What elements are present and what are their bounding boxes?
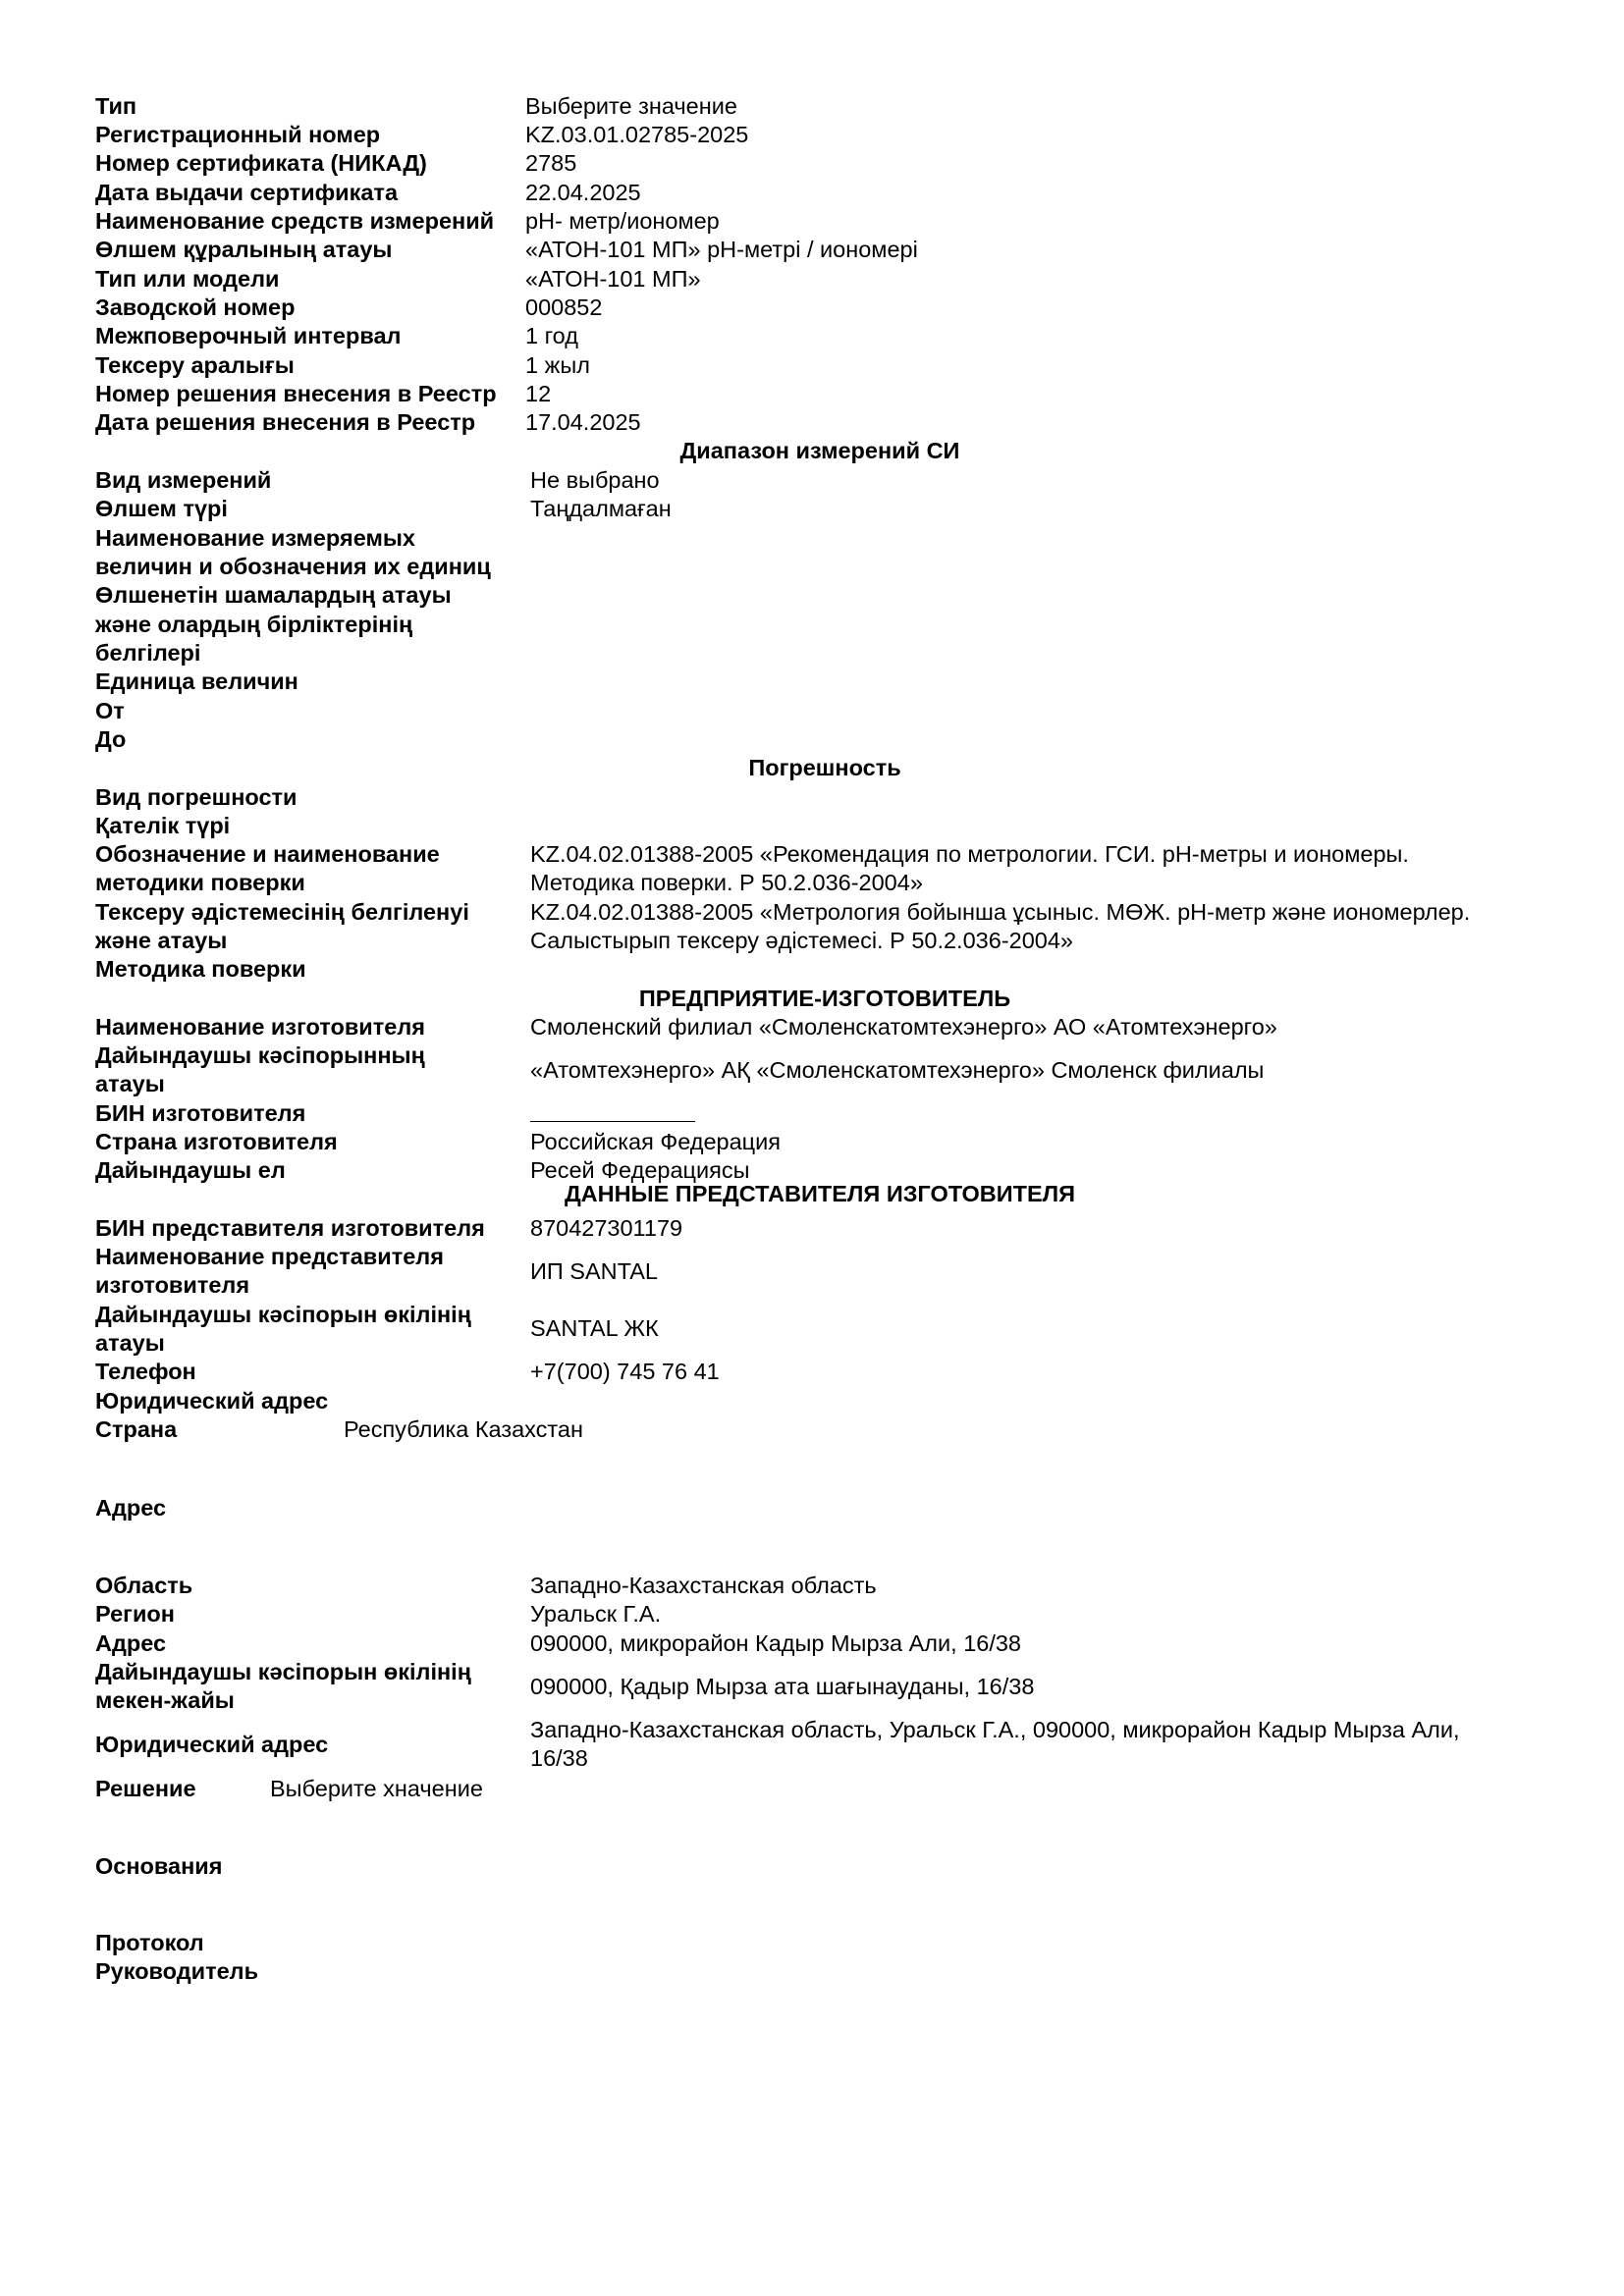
cert-date-value: 22.04.2025 xyxy=(525,180,641,205)
quantities-kz-label-line1: Өлшенетін шамалардың атауы xyxy=(95,582,452,608)
type-value: Выберите значение xyxy=(525,93,737,119)
phone-value: +7(700) 745 76 41 xyxy=(530,1359,720,1384)
address-kz-value: 090000, Қадыр Мырза ата шағынауданы, 16/38 xyxy=(530,1674,1035,1699)
decision-date-label: Дата решения внесения в Реестр xyxy=(95,409,476,435)
representative-name-kz-label-line2: атауы xyxy=(95,1330,165,1356)
oblast-value: Западно-Казахстанская область xyxy=(530,1573,877,1598)
manufacturer-country-kz-value: Ресей Федерациясы xyxy=(530,1157,750,1183)
method-ru-value-line1: KZ.04.02.01388-2005 «Рекомендация по метрологии. ГСИ. pH-метры и иономеры. xyxy=(530,841,1409,867)
interval-kz-label: Тексеру аралығы xyxy=(95,352,295,378)
address-ru-label: Адрес xyxy=(95,1630,167,1656)
phone-label: Телефон xyxy=(95,1359,196,1384)
interval-ru-value: 1 год xyxy=(525,323,578,348)
address-ru-value: 090000, микрорайон Кадыр Мырза Али, 16/38 xyxy=(530,1630,1022,1656)
representative-name-ru-label-line2: изготовителя xyxy=(95,1272,250,1298)
manufacturer-name-ru-value: Смоленский филиал «Смоленскатомтехэнерго» АО «Атомтехэнерго» xyxy=(530,1014,1277,1040)
quantities-ru-label-line1: Наименование измеряемых xyxy=(95,525,415,551)
protocol-label: Протокол xyxy=(95,1930,204,1955)
legal-address-value-line1: Западно-Казахстанская область, Уральск Г.А., 090000, микрорайон Кадыр Мырза Али, xyxy=(530,1717,1460,1742)
manufacturer-country-kz-label: Дайындаушы ел xyxy=(95,1157,286,1183)
reg-number-value: KZ.03.01.02785-2025 xyxy=(525,122,749,147)
instrument-name-kz-value: «АТОН-101 МП» pH-метрі / иономері xyxy=(525,237,918,262)
manufacturer-bin-blank xyxy=(530,1099,695,1129)
representative-name-kz-label-line1: Дайындаушы кәсіпорын өкілінің xyxy=(95,1302,471,1327)
quantities-kz-label-line3: белгілері xyxy=(95,640,201,666)
reg-number-label: Регистрационный номер xyxy=(95,122,381,147)
representative-name-kz-value: SANTAL ЖК xyxy=(530,1315,659,1341)
representative-heading: ДАННЫЕ ПРЕДСТАВИТЕЛЯ ИЗГОТОВИТЕЛЯ xyxy=(564,1181,1076,1206)
cert-date-label: Дата выдачи сертификата xyxy=(95,180,399,205)
manufacturer-name-ru-label: Наименование изготовителя xyxy=(95,1014,425,1040)
measurement-kind-ru-label: Вид измерений xyxy=(95,467,272,493)
serial-label: Заводской номер xyxy=(95,294,296,320)
range-from-label: От xyxy=(95,698,125,723)
decision-value: Выберите хначение xyxy=(270,1776,483,1801)
manufacturer-heading: ПРЕДПРИЯТИЕ-ИЗГОТОВИТЕЛЬ xyxy=(638,986,1011,1011)
manufacturer-name-kz-label-line1: Дайындаушы кәсіпорынның xyxy=(95,1042,425,1068)
representative-bin-value: 870427301179 xyxy=(530,1215,683,1241)
manufacturer-name-kz-value: «Атомтехэнерго» АҚ «Смоленскатомтехэнерго» Смоленск филиалы xyxy=(530,1057,1265,1083)
cert-number-value: 2785 xyxy=(525,150,577,176)
interval-ru-label: Межповерочный интервал xyxy=(95,323,402,348)
error-heading: Погрешность xyxy=(748,755,901,780)
country-value: Республика Казахстан xyxy=(344,1416,583,1442)
manufacturer-country-ru-value: Российская Федерация xyxy=(530,1129,781,1154)
oblast-label: Область xyxy=(95,1573,193,1598)
error-kind-ru-label: Вид погрешности xyxy=(95,784,298,810)
model-label: Тип или модели xyxy=(95,266,280,292)
address-kz-label-line1: Дайындаушы кәсіпорын өкілінің xyxy=(95,1659,471,1684)
region-label: Регион xyxy=(95,1601,175,1627)
decision-date-value: 17.04.2025 xyxy=(525,409,641,435)
basis-label: Основания xyxy=(95,1853,223,1879)
method-kz-label-line2: және атауы xyxy=(95,928,228,953)
method-ru-value-line2: Методика поверки. Р 50.2.036-2004» xyxy=(530,870,923,895)
model-value: «АТОН-101 МП» xyxy=(525,266,701,292)
representative-name-ru-label-line1: Наименование представителя xyxy=(95,1244,444,1269)
representative-name-ru-value: ИП SANTAL xyxy=(530,1258,658,1284)
type-label: Тип xyxy=(95,93,137,119)
quantities-ru-label-line2: величин и обозначения их единиц xyxy=(95,554,491,579)
head-label: Руководитель xyxy=(95,1958,259,1984)
range-to-label: До xyxy=(95,726,127,752)
representative-legal-address-label: Юридический адрес xyxy=(95,1388,329,1414)
method-kz-value-line1: KZ.04.02.01388-2005 «Метрология бойынша ұсыныс. МӨЖ. pH-метр және иономерлер. xyxy=(530,899,1471,925)
instrument-name-ru-value: pH- метр/иономер xyxy=(525,208,720,234)
address-heading: Адрес xyxy=(95,1495,167,1521)
instrument-name-kz-label: Өлшем құралының атауы xyxy=(95,237,393,262)
quantities-kz-label-line2: және олардың бірліктерінің xyxy=(95,612,413,637)
measurement-kind-kz-value: Таңдалмаған xyxy=(530,496,672,521)
range-heading: Диапазон измерений СИ xyxy=(679,438,960,463)
decision-label: Решение xyxy=(95,1776,196,1801)
address-kz-label-line2: мекен-жайы xyxy=(95,1687,235,1713)
unit-label: Единица величин xyxy=(95,668,298,694)
country-label: Страна xyxy=(95,1416,178,1442)
manufacturer-country-ru-label: Страна изготовителя xyxy=(95,1129,338,1154)
method-ru-label-line2: методики поверки xyxy=(95,870,305,895)
measurement-kind-ru-value: Не выбрано xyxy=(530,467,660,493)
method-kz-label-line1: Тексеру әдістемесінің белгіленуі xyxy=(95,899,469,925)
cert-number-label: Номер сертификата (НИКАД) xyxy=(95,150,427,176)
method-kz-value-line2: Салыстырып тексеру әдістемесі. Р 50.2.036-2004» xyxy=(530,928,1073,953)
manufacturer-bin-label: БИН изготовителя xyxy=(95,1100,306,1126)
method-label: Методика поверки xyxy=(95,956,306,982)
representative-bin-label: БИН представителя изготовителя xyxy=(95,1215,485,1241)
legal-address-label: Юридический адрес xyxy=(95,1732,329,1757)
error-kind-kz-label: Қателік түрі xyxy=(95,813,231,838)
region-value: Уральск Г.А. xyxy=(530,1601,662,1627)
decision-number-label: Номер решения внесения в Реестр xyxy=(95,381,497,406)
serial-value: 000852 xyxy=(525,294,603,320)
instrument-name-ru-label: Наименование средств измерений xyxy=(95,208,495,234)
method-ru-label-line1: Обозначение и наименование xyxy=(95,841,440,867)
measurement-kind-kz-label: Өлшем түрі xyxy=(95,496,228,521)
decision-number-value: 12 xyxy=(525,381,552,406)
interval-kz-value: 1 жыл xyxy=(525,352,590,378)
manufacturer-name-kz-label-line2: атауы xyxy=(95,1071,165,1096)
legal-address-value-line2: 16/38 xyxy=(530,1745,588,1771)
